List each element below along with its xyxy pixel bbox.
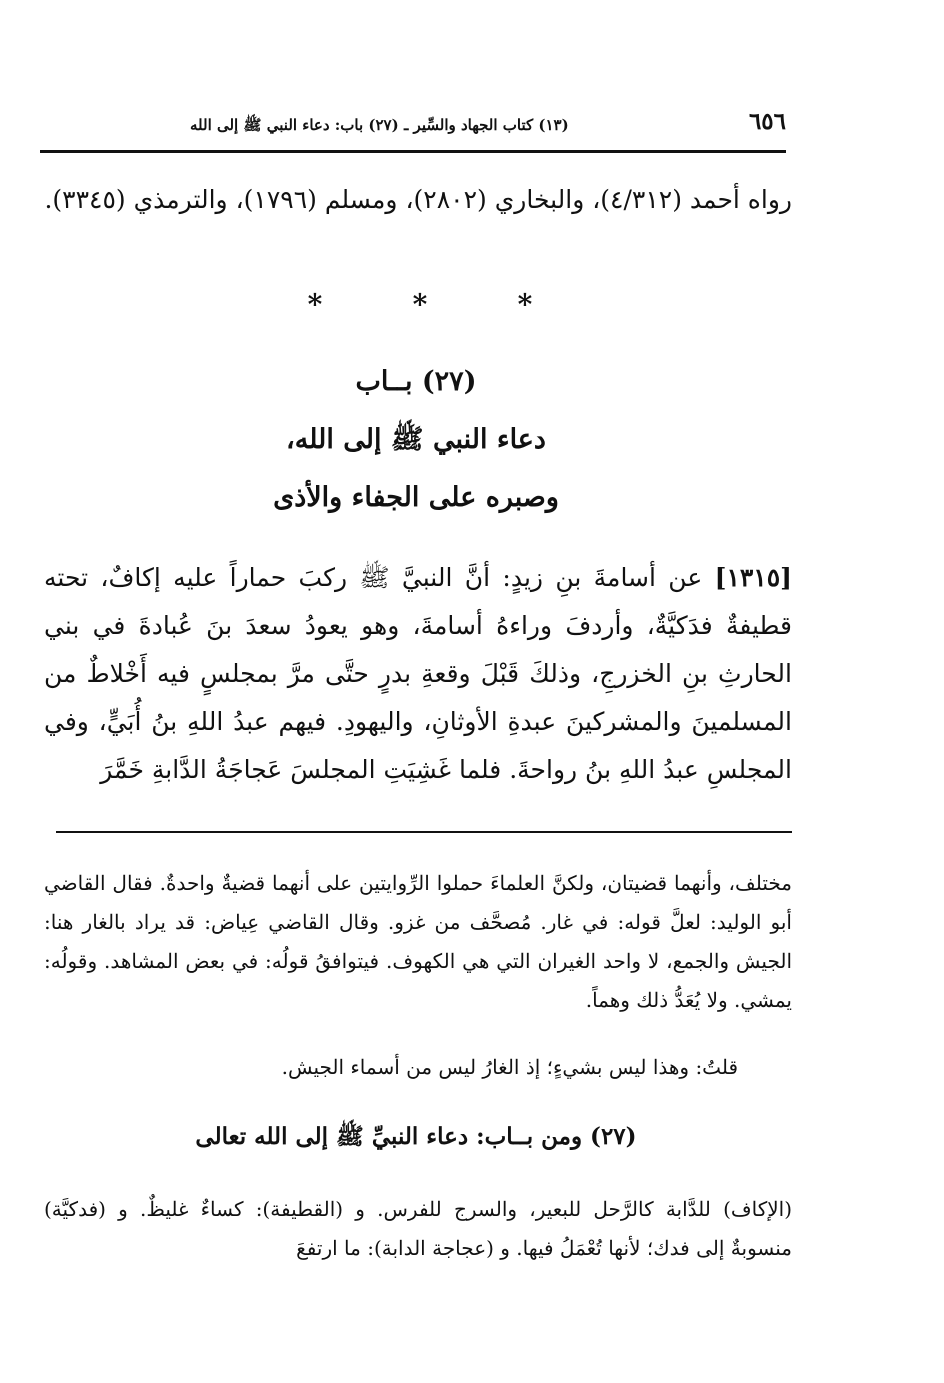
chapter-number: (٢٧) بــاب <box>355 366 477 397</box>
citation-paragraph: رواه أحمد (٤/٣١٢)، والبخاري (٢٨٠٢)، ومسلم (١٧٩٦)، والترمذي (٣٣٤٥). <box>44 185 792 214</box>
commentary-heading: (٢٧) ومن بــاب: دعاء النبيِّ ﷺ إلى الله تعالى <box>195 1123 637 1150</box>
glossary-paragraph: (الإكاف) للدَّابة كالرَّحل للبعير، والسرج للفرس. و (القطيفة): كساءٌ غليظٌ. و (فدكيَّة) منسوبةٌ إلى فدك؛ لأنها تُعْمَلُ فيها. و (عجاجة الدابة): ما ارتفعَ <box>44 1197 792 1260</box>
footnote-paragraph: مختلف، وأنهما قضيتان، ولكنَّ العلماءَ حملوا الرِّوايتين على أنهما قضيةٌ واحدةٌ. فقال القاضي أبو الوليد: لعلَّ قوله: في غار. مُصحَّف من غزو. وقال القاضي عِياض: قد يراد بالغار هنا: الجيش والجمع، لا واحد الغيران التي هي الكهوف. فيتوافقُ قولُه: في بعض المشاهد. وقولُه: يمشي. ولا يُعَدُّ ذلك وهماً. <box>44 871 792 1012</box>
separator-star: * <box>307 288 323 321</box>
hadith-paragraph <box>44 554 792 794</box>
footnote-comment: قلتُ: وهذا ليس بشيءٍ؛ إذ الغارُ ليس من أسماء الجيش. <box>281 1055 738 1079</box>
chapter-title-line-1: دعاء النبي ﷺ إلى الله، <box>286 424 546 455</box>
footnote-divider <box>56 831 792 833</box>
chapter-title-line-2: وصبره على الجفاء والأذى <box>273 482 559 513</box>
hadith-number: [١٣١٥] <box>714 563 792 592</box>
separator-star: * <box>517 288 533 321</box>
separator-star: * <box>412 288 428 321</box>
page-number: ٦٥٦ <box>748 108 786 135</box>
hadith-text: عن أسامةَ بنِ زيدٍ: أنَّ النبيَّ ﷺ ركبَ حماراً عليه إكافٌ، تحته قطيفةٌ فدَكيَّةٌ، وأردفَ وراءهُ أسامةَ، وهو يعودُ سعدَ بنَ عُبادةَ في بني الحارثِ بنِ الخزرجِ، وذلكَ قَبْلَ وقعةِ بدرٍ حتَّى مرَّ بمجلسٍ فيه أَخْلاطٌ من المسلمينَ والمشركينَ عبدةِ الأوثانِ، واليهودِ. فيهم عبدُ اللهِ بنُ أُبَيٍّ، وفي المجلسِ عبدُ اللهِ بنُ رواحةَ. فلما غَشِيَتِ المجلسَ عَجاجَةُ الدَّابةِ خَمَّرَ <box>44 563 792 784</box>
running-title: (١٣) كتاب الجهاد والسِّير ـ (٢٧) باب: دعاء النبي ﷺ إلى الله <box>190 116 569 134</box>
section-separator <box>300 288 540 321</box>
running-header <box>40 104 786 153</box>
